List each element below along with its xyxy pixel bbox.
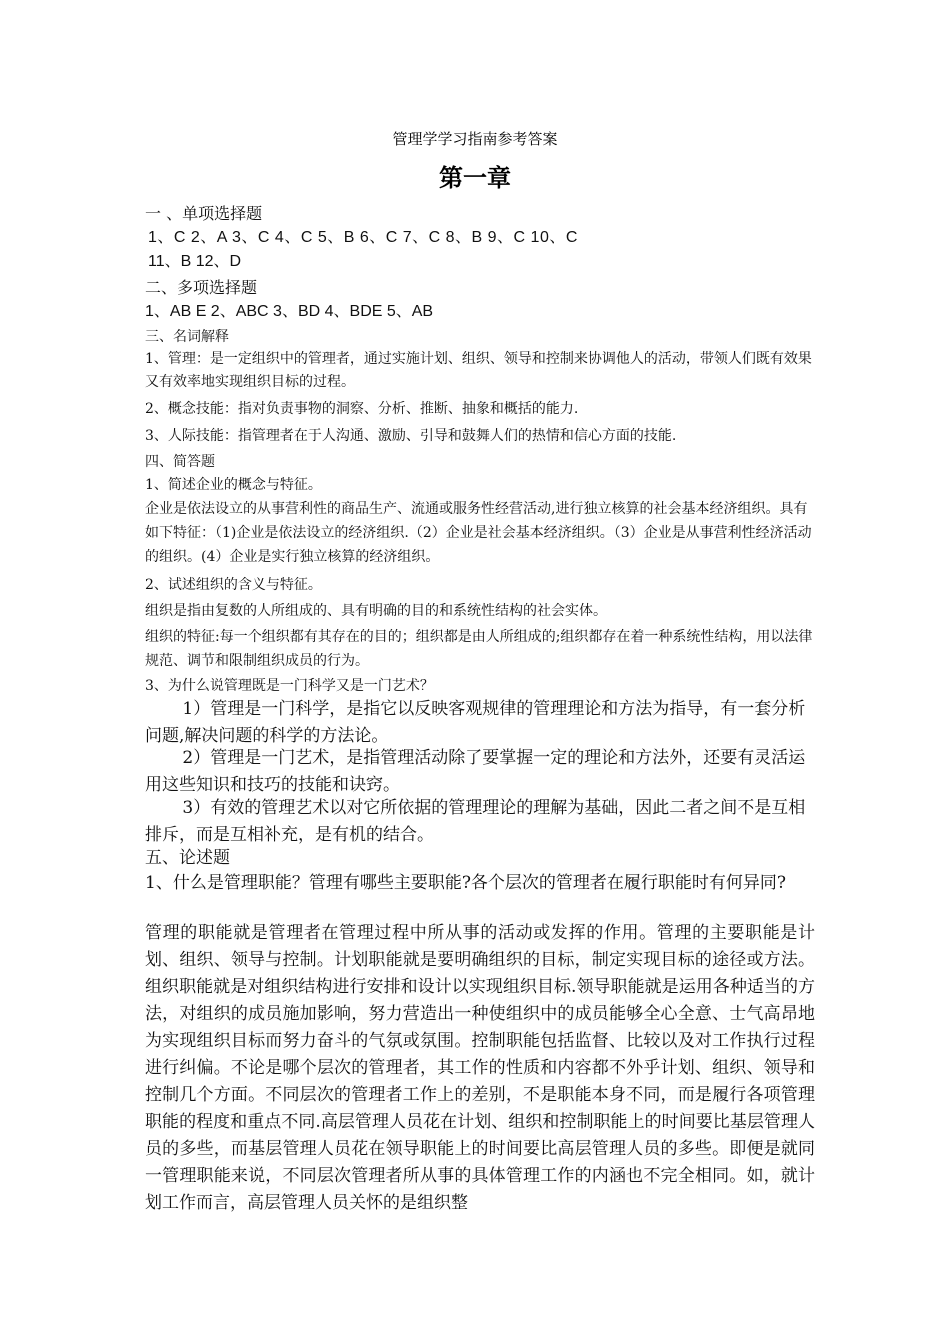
term-conceptual-skill: 2、概念技能：指对负责事物的洞察、分析、推断、抽象和概括的能力. — [145, 401, 579, 417]
term-management: 1、管理：是一定组织中的管理者，通过实施计划、组织、领导和控制来协调他人的活动，带领人们既有效果又有效率地实现组织目标的过程。 — [145, 351, 812, 390]
section-single-choice-title: 一 、单项选择题 — [145, 204, 263, 223]
short-answer-3-point1: 1）管理是一门科学，是指它以反映客观规律的管理理论和方法为指导，有一套分析问题,解决问题的科学的方法论。 — [145, 699, 806, 746]
section-essay-title: 五、论述题 — [145, 848, 230, 868]
short-question-3: 3、为什么说管理既是一门科学又是一门艺术？ — [145, 678, 434, 694]
essay-answer-1: 管理的职能就是管理者在管理过程中所从事的活动或发挥的作用。管理的主要职能是计划、组织、领导与控制。计划职能就是要明确组织的目标，制定实现目标的途径或方法。组织职能就是对组织结构进行安排和设计以实现组织目标.领导职能就是运用各种适当的方法，对组织的成员施加影响，努力营造出一种使组织中的成员能够全心全意、士气高昂地为实现组织目标而努力奋斗的气氛或氛围。控制职能包括监督、比较以及对工作执行过程进行纠偏。不论是哪个层次的管理者，其工作的性质和内容都不外乎计划、组织、领导和控制几个方面。不同层次的管理者工作上的差别，不是职能本身不同，而是履行各项管理职能的程度和重点不同.高层管理人员花在计划、组织和控制职能上的时间要比基层管理人员的多些，而基层管理人员花在领导职能上的时间要比高层管理人员的多些。即便是就同一管理职能来说，不同层次管理者所从事的具体管理工作的内涵也不完全相同。如，就计划工作而言，高层管理人员关怀的是组织整 — [145, 923, 815, 1213]
short-answer-3-point3: 3）有效的管理艺术以对它所依据的管理理论的理解为基础，因此二者之间不是互相排斥，而是互相补充，是有机的结合。 — [145, 798, 806, 845]
short-answer-1: 企业是依法设立的从事营利性的商品生产、流通或服务性经营活动,进行独立核算的社会基本经济组织。具有如下特征：（1)企业是依法设立的经济组织.（2）企业是社会基本经济组织。（3）企业是从事营利性经济活动的组织。(4）企业是实行独立核算的经济组织。 — [145, 501, 812, 565]
section-short-answer-title: 四、简答题 — [145, 454, 215, 470]
term-interpersonal-skill: 3、人际技能：指管理者在于人沟通、激励、引导和鼓舞人们的热情和信心方面的技能. — [145, 428, 677, 444]
section-terms-title: 三、名词解释 — [145, 329, 229, 345]
short-answer-2b: 组织的特征:每一个组织都有其存在的目的；组织都是由人所组成的;组织都存在着一种系统性结构，用以法律规范、调节和限制组织成员的行为。 — [145, 629, 813, 669]
single-choice-answers-line1: 1、C 2、A 3、C 4、C 5、B 6、C 7、C 8、B 9、C 10、C — [148, 229, 578, 246]
short-answer-2a: 组织是指由复数的人所组成的、具有明确的目的和系统性结构的社会实体。 — [145, 603, 607, 619]
short-question-2: 2、试述组织的含义与特征。 — [145, 577, 322, 593]
essay-question-1: 1、什么是管理职能？管理有哪些主要职能?各个层次的管理者在履行职能时有何异同? — [145, 873, 787, 893]
chapter-heading: 第一章 — [439, 163, 511, 192]
multi-choice-answers: 1、AB E 2、ABC 3、BD 4、BDE 5、AB — [145, 303, 434, 320]
document-title: 管理学学习指南参考答案 — [392, 130, 558, 148]
short-answer-3-point2: 2）管理是一门艺术，是指管理活动除了要掌握一定的理论和方法外，还要有灵活运用这些知识和技巧的技能和诀窍。 — [145, 748, 806, 795]
single-choice-answers-line2: 11、B 12、D — [148, 253, 242, 270]
section-multi-choice-title: 二、多项选择题 — [145, 278, 258, 297]
short-question-1: 1、简述企业的概念与特征。 — [145, 477, 322, 493]
